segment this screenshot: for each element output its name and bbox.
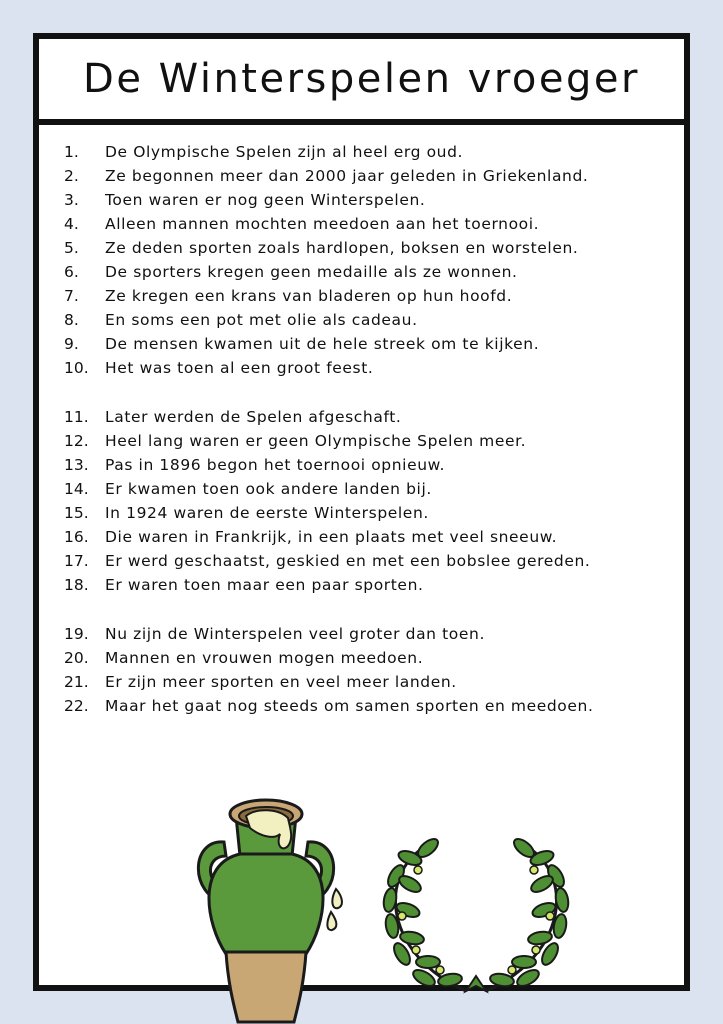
sentence-line [64,140,674,164]
sentence-line [64,694,674,718]
sentence-number: 2. [64,167,79,185]
sentence-text: Er werd geschaatst, geskied en met een bobslee gereden. [105,552,591,570]
sentence-number: 9. [64,335,79,353]
sentence-text: Die waren in Frankrijk, in een plaats met veel sneeuw. [105,528,558,546]
sentence-number: 22. [64,697,89,715]
sentence-text: Maar het gaat nog steeds om samen sporten en meedoen. [105,697,594,715]
sentence-text: De Olympische Spelen zijn al heel erg oud. [105,143,464,161]
amphora-icon [186,794,346,1024]
sentence-number: 16. [64,528,89,546]
sentence-line [64,284,674,308]
sentence-line [64,188,674,212]
sentence-line [64,573,674,597]
sentence-block [64,405,674,597]
sentence-number: 7. [64,287,79,305]
sentence-line [64,525,674,549]
sentence-text: Er waren toen maar een paar sporten. [105,576,424,594]
sentence-line [64,405,674,429]
sentence-text: Pas in 1896 begon het toernooi opnieuw. [105,456,446,474]
sentence-line [64,477,674,501]
sentence-number: 12. [64,432,89,450]
sentence-text: Het was toen al een groot feest. [105,359,374,377]
sentence-number: 8. [64,311,79,329]
sentence-text: Toen waren er nog geen Winterspelen. [105,191,426,209]
sentence-number: 10. [64,359,89,377]
sentence-text: Nu zijn de Winterspelen veel groter dan toen. [105,625,485,643]
sentence-text: Ze deden sporten zoals hardlopen, boksen en worstelen. [105,239,579,257]
sentence-list [64,140,674,743]
worksheet-frame [33,33,690,991]
sentence-line [64,236,674,260]
sentence-line [64,308,674,332]
sentence-number: 13. [64,456,89,474]
sentence-line [64,622,674,646]
sentence-number: 6. [64,263,79,281]
sentence-text: Er kwamen toen ook andere landen bij. [105,480,432,498]
sentence-line [64,501,674,525]
sentence-line [64,260,674,284]
page-title: De Winterspelen vroeger [83,56,640,102]
sentence-text: De sporters kregen geen medaille als ze wonnen. [105,263,518,281]
sentence-number: 3. [64,191,79,209]
sentence-number: 14. [64,480,89,498]
sentence-line [64,356,674,380]
sentence-number: 17. [64,552,89,570]
sentence-number: 1. [64,143,79,161]
sentence-line [64,646,674,670]
sentence-block [64,140,674,380]
sentence-text: Later werden de Spelen afgeschaft. [105,408,402,426]
sentence-text: Ze kregen een krans van bladeren op hun hoofd. [105,287,513,305]
sentence-line [64,429,674,453]
sentence-number: 21. [64,673,89,691]
sentence-line [64,453,674,477]
sentence-text: Alleen mannen mochten meedoen aan het toernooi. [105,215,540,233]
sentence-text: Heel lang waren er geen Olympische Spelen meer. [105,432,527,450]
title-box [39,39,684,125]
sentence-number: 15. [64,504,89,522]
sentence-text: De mensen kwamen uit de hele streek om te kijken. [105,335,540,353]
sentence-line [64,670,674,694]
sentence-text: Er zijn meer sporten en veel meer landen. [105,673,457,691]
sentence-number: 19. [64,625,89,643]
sentence-text: Mannen en vrouwen mogen meedoen. [105,649,424,667]
sentence-number: 4. [64,215,79,233]
sentence-number: 18. [64,576,89,594]
sentence-text: En soms een pot met olie als cadeau. [105,311,418,329]
laurel-wreath-icon [366,836,586,996]
sentence-block [64,622,674,718]
sentence-line [64,164,674,188]
sentence-line [64,212,674,236]
sentence-text: In 1924 waren de eerste Winterspelen. [105,504,429,522]
sentence-number: 11. [64,408,89,426]
sentence-number: 20. [64,649,89,667]
sentence-text: Ze begonnen meer dan 2000 jaar geleden in Griekenland. [105,167,589,185]
sentence-line [64,332,674,356]
sentence-line [64,549,674,573]
sentence-number: 5. [64,239,79,257]
